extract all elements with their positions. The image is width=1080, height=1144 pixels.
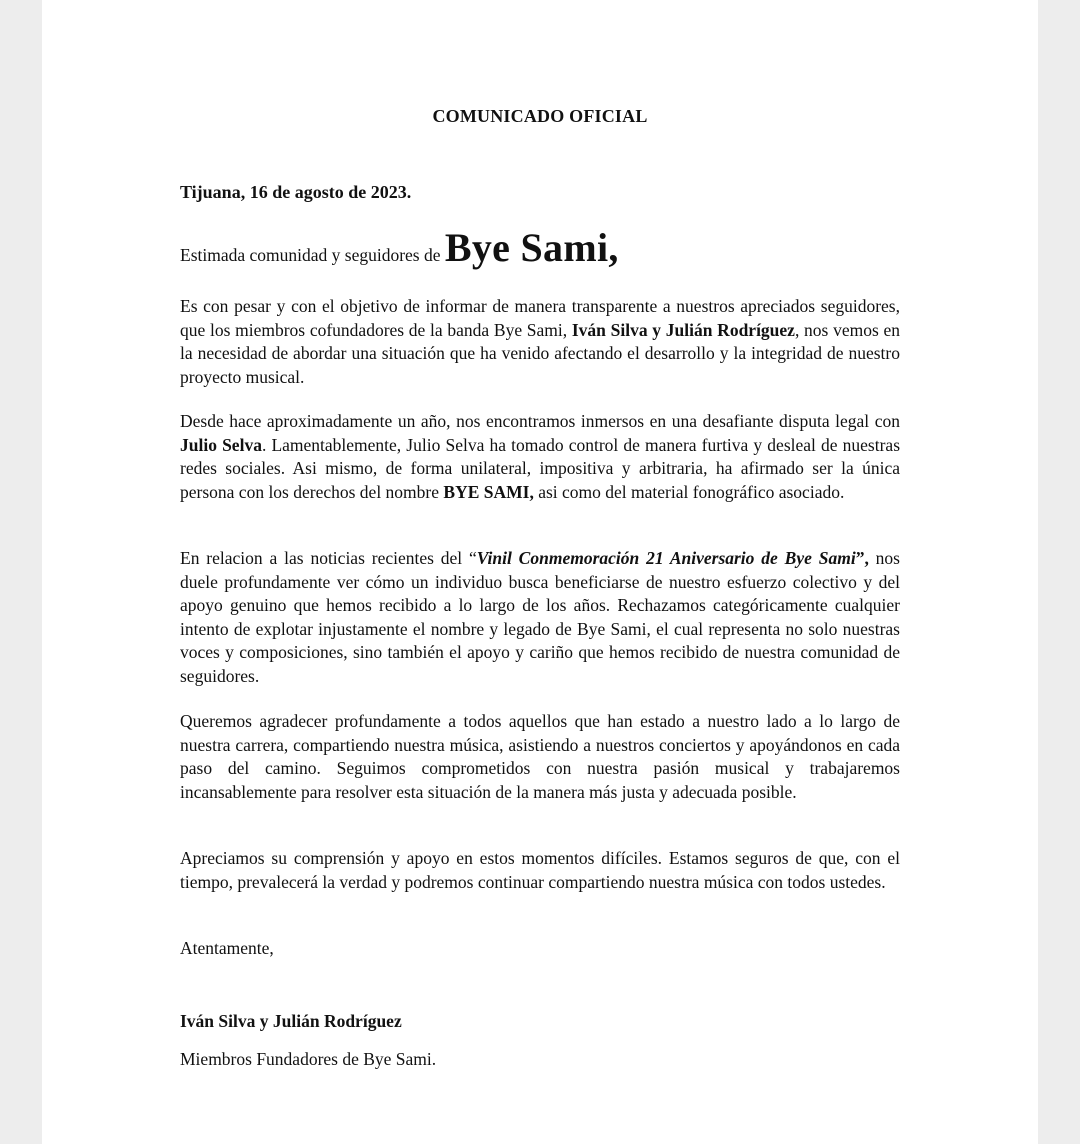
paragraph-dispute bbox=[180, 410, 900, 504]
p2-text-e: asi como del material fonográfico asociado. bbox=[533, 481, 845, 502]
document-page bbox=[42, 0, 1038, 1144]
p1-text-a: Es con pesar y con el objetivo de informar de manera transparente a nuestros apreciados seguidores, que los miembros cofundadores de la banda Bye Sami, bbox=[180, 296, 900, 340]
closing-line: Atentamente, bbox=[180, 938, 274, 958]
p3-quote-close: ”, bbox=[855, 548, 869, 568]
date-line: Tijuana, 16 de agosto de 2023. bbox=[180, 182, 412, 202]
paragraph-intro bbox=[180, 295, 900, 389]
p2-text-a: Desde hace aproximadamente un año, nos encontramos inmersos en una desafiante disputa legal con bbox=[180, 411, 900, 431]
p1-text-c: , nos vemos en la necesidad de abordar una situación que ha venido afectando el desarrollo y la integridad de nuestro proyecto musical. bbox=[180, 319, 900, 387]
p3-text-d: nos duele profundamente ver cómo un individuo busca beneficiarse de nuestro esfuerzo colectivo y del apoyo genuino que hemos recibido a lo largo de los años. Rechazamos categóricamente cualquier intento de explotar injustamente el nombre y legado de Bye Sami, el cual representa no solo nuestras voces y composiciones, sino también el apoyo y cariño que hemos recibido de nuestra comunidad de seguidores. bbox=[180, 548, 900, 686]
p1-founders-bold: Iván Silva y Julián Rodríguez bbox=[571, 319, 795, 340]
greeting-prefix: Estimada comunidad y seguidores de bbox=[180, 245, 445, 265]
p2-band-bold: BYE SAMI, bbox=[443, 481, 534, 502]
p2-text-c: . Lamentablemente, Julio Selva ha tomado control de manera furtiva y desleal de nuestras redes sociales. Asi mismo, de forma unilateral, impositiva y arbitraria, ha afirmado ser la única persona con los derechos del nombre bbox=[180, 434, 900, 502]
paragraph-appreciation: Apreciamos su comprensión y apoyo en estos momentos difíciles. Estamos seguros de que, con el tiempo, prevalecerá la verdad y podremos continuar compartiendo nuestra música con todos ustedes. bbox=[180, 848, 900, 892]
p3-text-a: En relacion a las noticias recientes del “ bbox=[180, 548, 477, 568]
p3-vinyl-title: Vinil Conmemoración 21 Aniversario de Bye Sami bbox=[476, 548, 856, 568]
paragraph-vinyl bbox=[180, 547, 900, 689]
document-title: COMUNICADO OFICIAL bbox=[432, 106, 648, 126]
signers-role: Miembros Fundadores de Bye Sami. bbox=[180, 1049, 437, 1069]
paragraph-thanks: Queremos agradecer profundamente a todos aquellos que han estado a nuestro lado a lo largo de nuestra carrera, compartiendo nuestra música, asistiendo a nuestros conciertos y apoyándonos en cada paso del camino. Seguimos comprometidos con nuestra pasión musical y trabajaremos incansablemente para resolver esta situación de la manera más justa y adecuada posible. bbox=[180, 711, 900, 802]
p2-name-bold: Julio Selva bbox=[180, 434, 262, 455]
signers-names: Iván Silva y Julián Rodríguez bbox=[180, 1011, 402, 1031]
greeting bbox=[180, 226, 619, 277]
band-name-heading: Bye Sami, bbox=[444, 225, 619, 270]
